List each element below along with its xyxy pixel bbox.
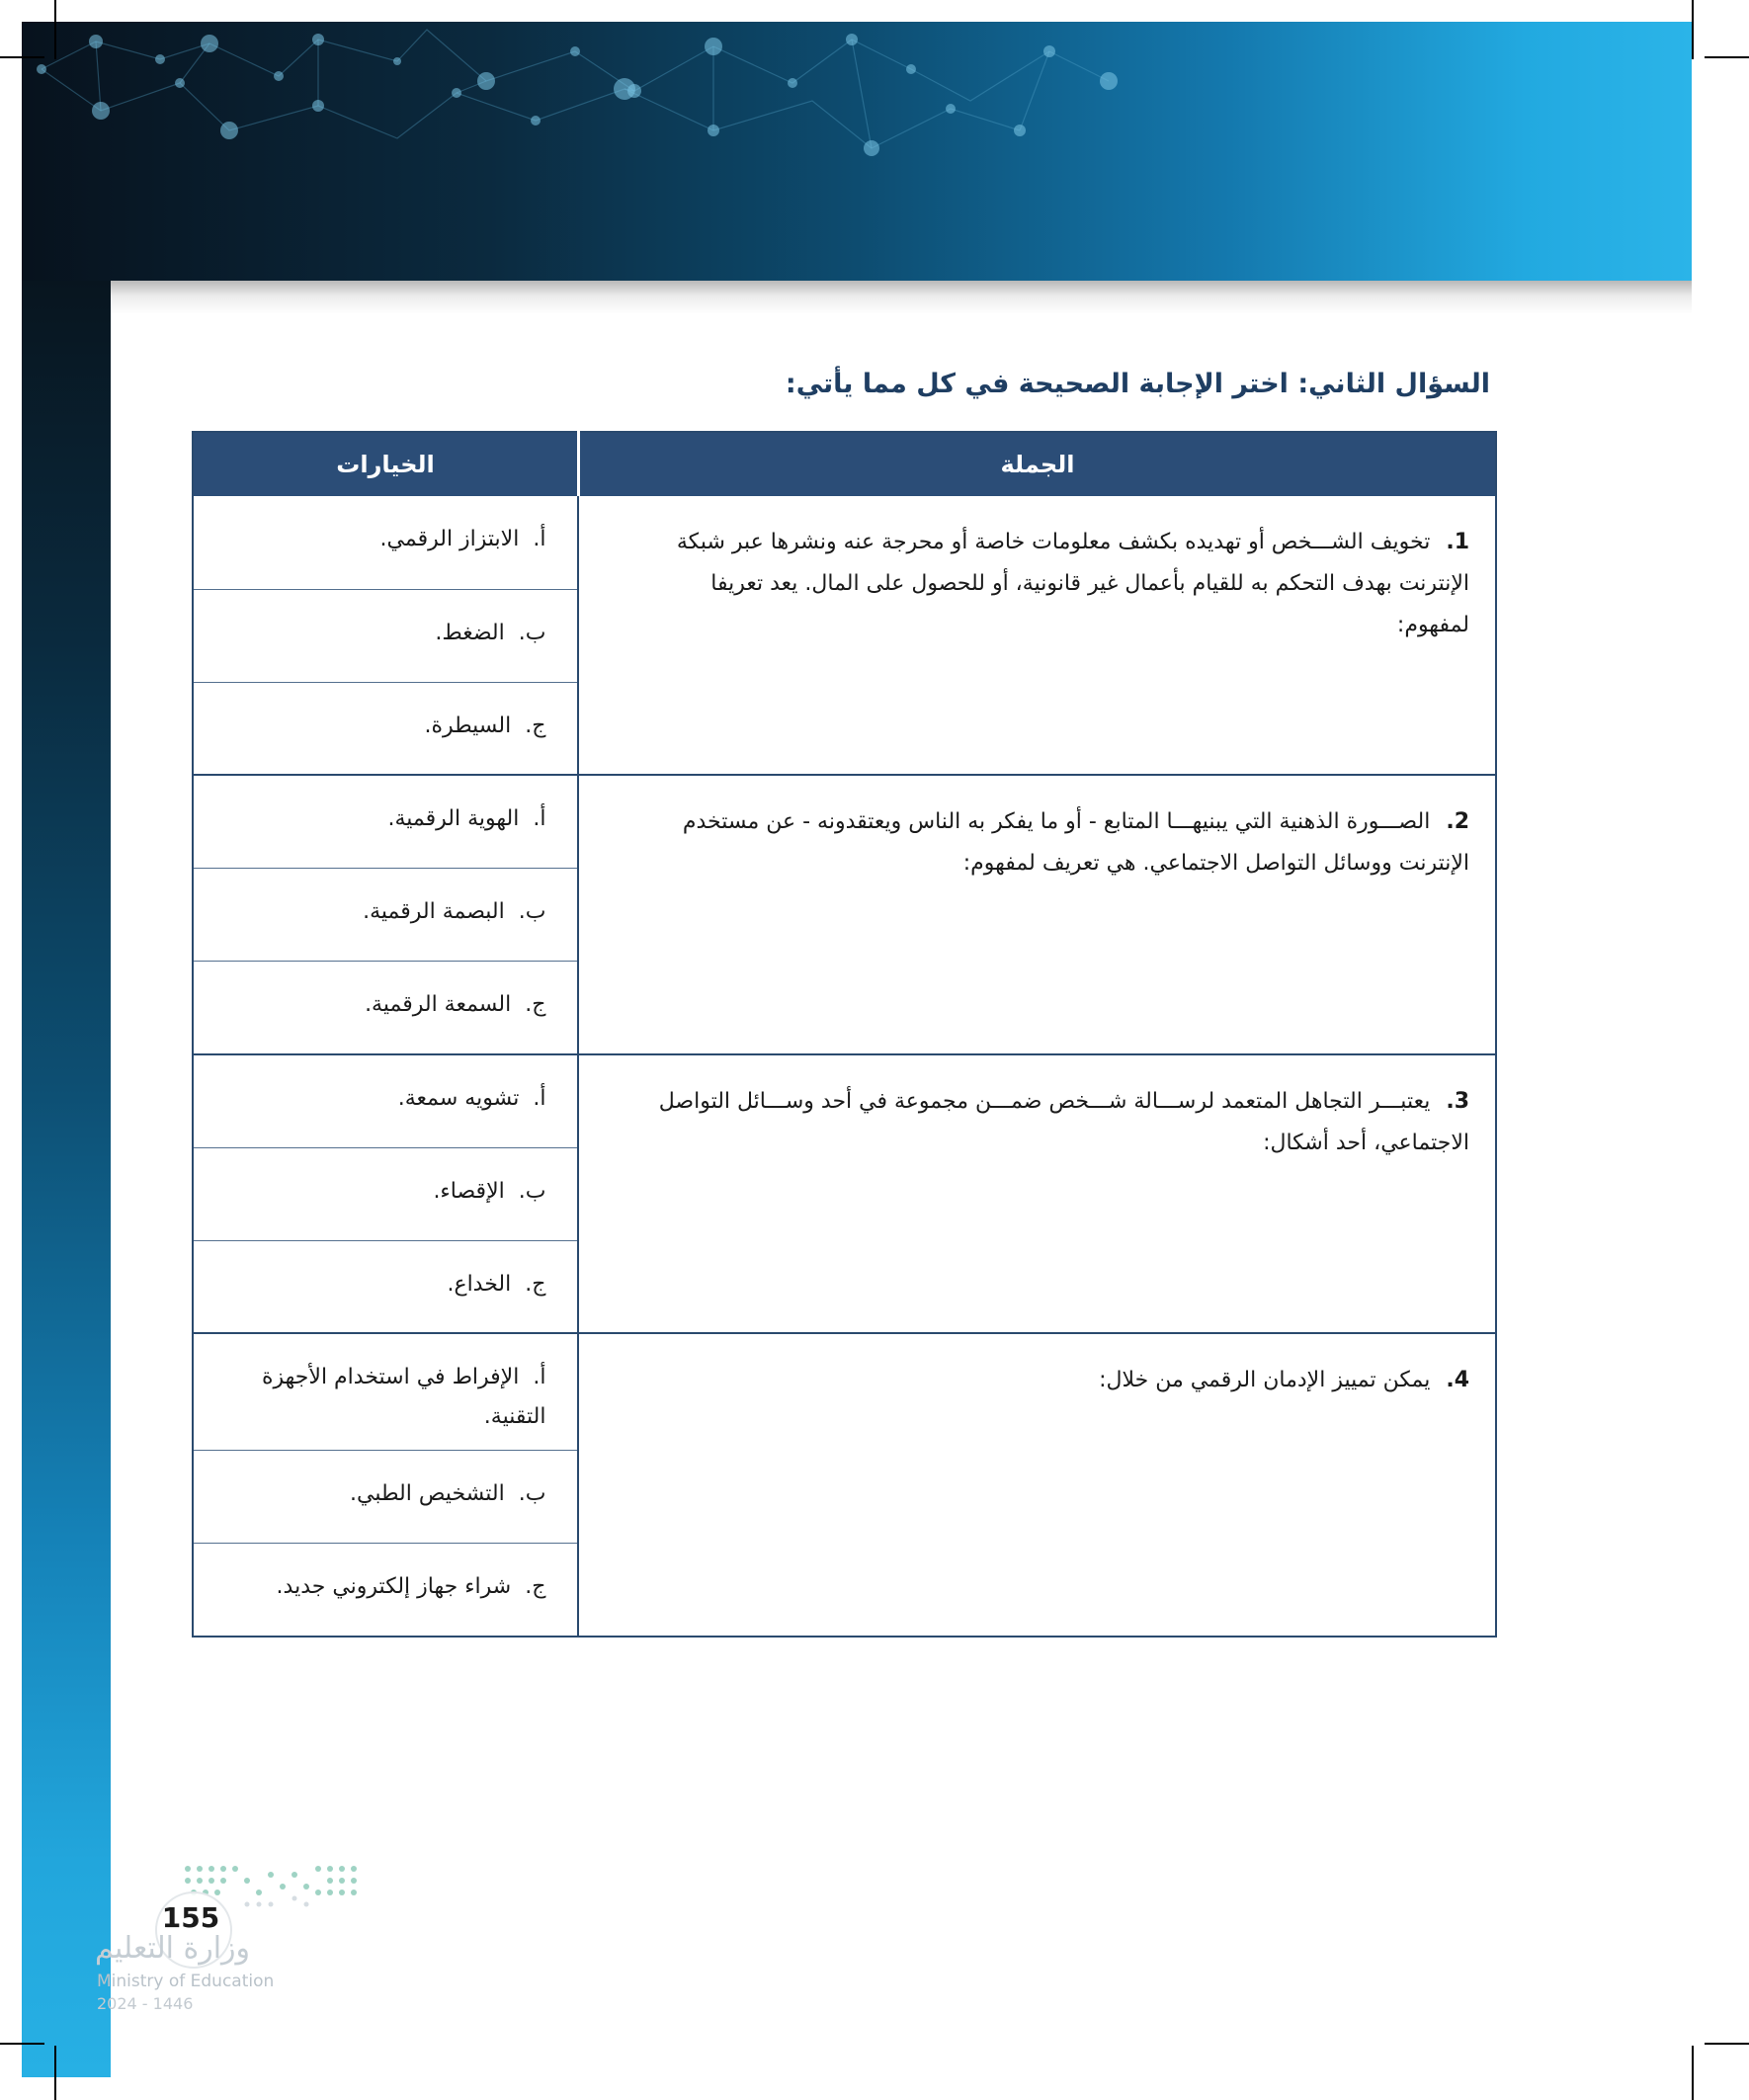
- question-text: تخويف الشـــخص أو تهديده بكشف معلومات خاصة أو محرجة عنه ونشرها عبر شبكة الإنترنت بهدف التحكم به للقيام بأعمال غير قانونية، أو للحصول على المال. يعد تعريفا لمفهوم:: [676, 530, 1469, 637]
- option-b[interactable]: [193, 1451, 578, 1544]
- crop-mark: [1692, 0, 1694, 59]
- crop-mark: [0, 56, 44, 58]
- option-text: الإفراط في استخدام الأجهزة التقنية.: [262, 1365, 546, 1429]
- sentence-cell: [578, 496, 1496, 775]
- option-letter: ج.: [525, 1574, 546, 1600]
- option-letter: ج.: [525, 992, 546, 1018]
- sentence-cell: [578, 1054, 1496, 1333]
- option-b[interactable]: [193, 869, 578, 962]
- option-letter: ج.: [525, 713, 546, 738]
- crop-mark: [1692, 2046, 1694, 2100]
- option-c[interactable]: [193, 1544, 578, 1637]
- table-row: [193, 496, 1496, 589]
- question-text: يمكن تمييز الإدمان الرقمي من خلال:: [1099, 1368, 1431, 1393]
- option-a[interactable]: [193, 775, 578, 868]
- question-number: 4.: [1446, 1368, 1469, 1393]
- option-text: البصمة الرقمية.: [363, 899, 505, 925]
- option-a[interactable]: [193, 1054, 578, 1147]
- option-text: تشويه سمعة.: [397, 1085, 520, 1111]
- sentence-cell: [578, 1333, 1496, 1637]
- option-letter: أ.: [533, 1365, 546, 1390]
- option-text: الإقصاء.: [433, 1178, 505, 1204]
- header-banner: [22, 22, 1692, 281]
- option-text: الهوية الرقمية.: [387, 806, 520, 832]
- ministry-english-name: Ministry of Education: [97, 1972, 275, 1991]
- crop-mark: [1705, 56, 1749, 58]
- option-c[interactable]: [193, 682, 578, 775]
- question-table: [192, 431, 1497, 1638]
- option-letter: ب.: [518, 899, 546, 925]
- option-letter: أ.: [533, 527, 546, 551]
- option-c[interactable]: [193, 1240, 578, 1333]
- question-number: 2.: [1446, 809, 1469, 835]
- table-header-row: [193, 432, 1496, 496]
- option-text: شراء جهاز إلكتروني جديد.: [276, 1574, 512, 1600]
- sentence-cell: [578, 775, 1496, 1053]
- table-row: [193, 1333, 1496, 1450]
- option-text: السمعة الرقمية.: [365, 992, 512, 1018]
- ministry-arabic-name: وزارة التعليم: [95, 1931, 251, 1966]
- network-pattern-graphic: [22, 22, 1692, 281]
- question-number: 3.: [1446, 1088, 1469, 1114]
- table-row: [193, 1054, 1496, 1147]
- page-number: 155: [161, 1901, 220, 1934]
- option-letter: ب.: [518, 620, 546, 645]
- option-letter: أ.: [533, 806, 546, 832]
- left-decorative-bar: [22, 281, 111, 2077]
- option-a[interactable]: [193, 496, 578, 589]
- option-text: الابتزاز الرقمي.: [379, 527, 520, 551]
- option-text: التشخيص الطبي.: [350, 1481, 505, 1507]
- option-text: الضغط.: [435, 620, 505, 645]
- option-text: السيطرة.: [424, 713, 512, 738]
- option-a[interactable]: [193, 1333, 578, 1450]
- crop-mark: [0, 2043, 44, 2045]
- table-row: [193, 775, 1496, 868]
- option-letter: ج.: [525, 1271, 546, 1297]
- crop-mark: [54, 0, 56, 59]
- question-text: الصـــورة الذهنية التي يبنيهـــا المتابع - أو ما يفكر به الناس ويعتقدونه - عن مستخدم الإنترنت ووسائل التواصل الاجتماعي. هي تعريف لمفهوم:: [682, 809, 1469, 877]
- question-text: يعتبـــر التجاهل المتعمد لرســـالة شـــخص ضمـــن مجموعة في أحد وســـائل التواصل الاجتماعي، أحد أشكال:: [658, 1088, 1469, 1155]
- option-text: الخداع.: [447, 1271, 512, 1297]
- header-options: الخيارات: [193, 432, 578, 496]
- option-b[interactable]: [193, 589, 578, 682]
- header-shadow: [111, 281, 1692, 314]
- crop-mark: [1705, 2043, 1749, 2045]
- ministry-year: 2024 - 1446: [97, 1994, 194, 2013]
- option-letter: ب.: [518, 1178, 546, 1204]
- option-c[interactable]: [193, 962, 578, 1054]
- question-title: السؤال الثاني: اختر الإجابة الصحيحة في كل مما يأتي:: [785, 369, 1490, 399]
- crop-mark: [54, 2046, 56, 2100]
- header-sentence: الجملة: [578, 432, 1496, 496]
- option-letter: أ.: [533, 1085, 546, 1111]
- question-number: 1.: [1446, 530, 1469, 554]
- option-b[interactable]: [193, 1147, 578, 1240]
- option-letter: ب.: [518, 1481, 546, 1507]
